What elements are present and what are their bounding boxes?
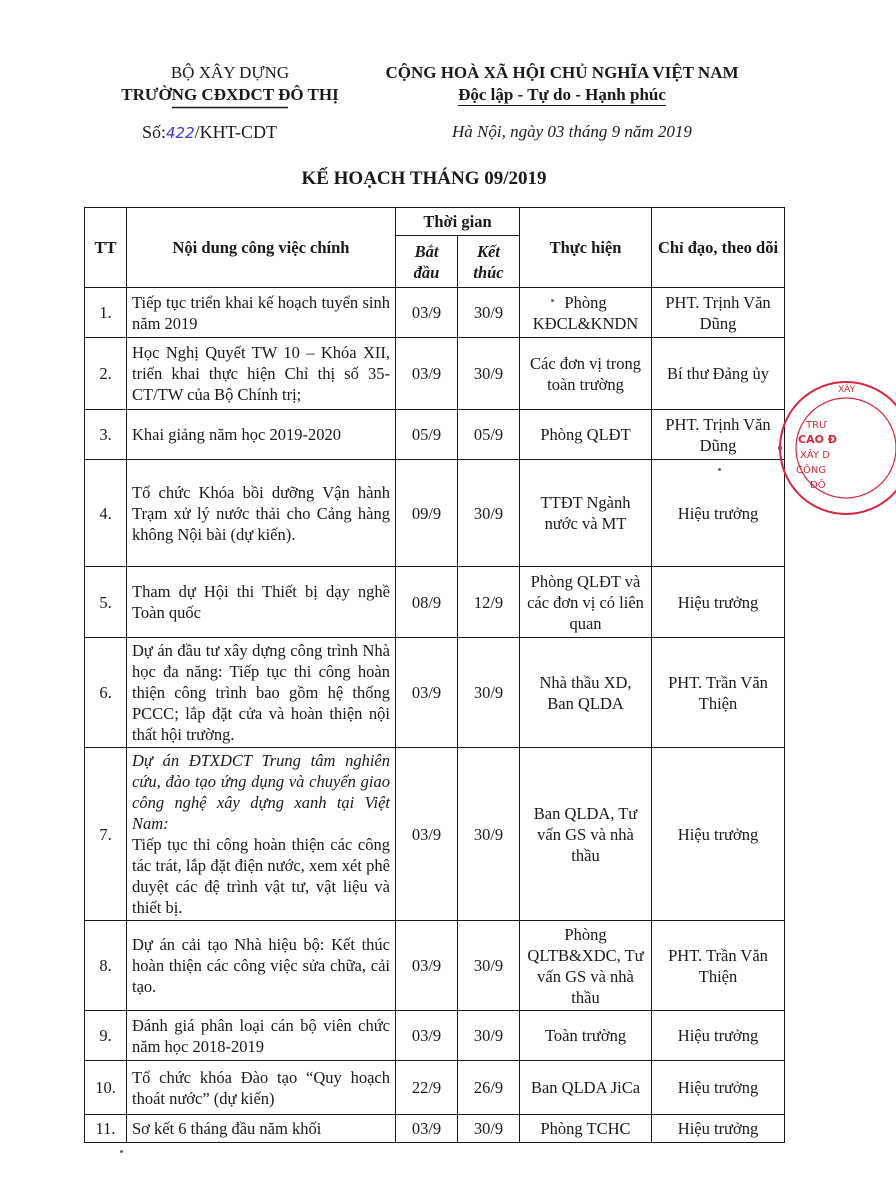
row-end: 30/9: [458, 288, 520, 338]
row-supervisor: PHT. Trần Văn Thiện: [652, 638, 785, 748]
row-end: 30/9: [458, 748, 520, 921]
row-executor: Nhà thầu XD, Ban QLDA: [520, 638, 652, 748]
header-time: Thời gian: [396, 208, 520, 236]
plan-table: [84, 207, 785, 1143]
row-supervisor: PHT. Trịnh Văn Dũng: [652, 288, 785, 338]
country-name: CỘNG HOÀ XÃ HỘI CHỦ NGHĨA VIỆT NAM: [385, 63, 739, 82]
row-number: 5.: [85, 567, 127, 638]
table-row: [85, 460, 785, 567]
row-number: 2.: [85, 338, 127, 410]
stamp-line-1: TRƯ: [806, 420, 828, 431]
row-executor: Các đơn vị trong toàn trường: [520, 338, 652, 410]
table-row: [85, 338, 785, 410]
row-supervisor: Bí thư Đảng ủy: [652, 338, 785, 410]
header-end: Kết thúc: [458, 236, 520, 288]
row-end: 30/9: [458, 338, 520, 410]
table-row: [85, 1115, 785, 1143]
row-content: Khai giảng năm học 2019-2020: [127, 410, 396, 460]
row-number: 6.: [85, 638, 127, 748]
doc-number-suffix: /KHT-CDT: [194, 122, 277, 142]
scan-speck: [551, 299, 554, 302]
row-executor: Ban QLDA, Tư vấn GS và nhà thầu: [520, 748, 652, 921]
doc-number-handwritten: 422: [166, 124, 195, 142]
row-supervisor: PHT. Trịnh Văn Dũng: [652, 410, 785, 460]
table-row: [85, 1061, 785, 1115]
row-number: 9.: [85, 1011, 127, 1061]
row-number: 1.: [85, 288, 127, 338]
stamp-ring-text: XÂY: [838, 385, 856, 395]
row-supervisor: Hiệu trưởng: [652, 460, 785, 567]
table-row: [85, 1011, 785, 1061]
issuer-block: [100, 62, 360, 106]
row-content: Học Nghị Quyết TW 10 – Khóa XII, triển khai thực hiện Chỉ thị số 35-CT/TW của Bộ Chính trị;: [127, 338, 396, 410]
row-end: 26/9: [458, 1061, 520, 1115]
date-line: Hà Nội, ngày 03 tháng 9 năm 2019: [452, 122, 692, 141]
row-content: Tiếp tục triển khai kế hoạch tuyển sinh năm 2019: [127, 288, 396, 338]
row-executor: Toàn trường: [520, 1011, 652, 1061]
row-executor: Phòng QLTB&XDC, Tư vấn GS và nhà thầu: [520, 921, 652, 1011]
row-executor: Phòng QLĐT: [520, 410, 652, 460]
table-row: [85, 638, 785, 748]
project-name: Dự án ĐTXDCT Trung tâm nghiên cứu, đào tạo ứng dụng và chuyển giao công nghệ xây dựng xanh tại Việt Nam:: [132, 751, 390, 833]
row-content: [127, 748, 396, 921]
row-end: 30/9: [458, 638, 520, 748]
table-row: [85, 921, 785, 1011]
scan-speck: [718, 468, 721, 471]
stamp-dot: [778, 446, 782, 450]
row-content: Tham dự Hội thi Thiết bị dạy nghề Toàn quốc: [127, 567, 396, 638]
table-row: [85, 288, 785, 338]
row-start: 03/9: [396, 748, 458, 921]
row-number: 4.: [85, 460, 127, 567]
row-content: Tổ chức Khóa bồi dưỡng Vận hành Trạm xử lý nước thải cho Cảng hàng không Nội bài (dự kiến).: [127, 460, 396, 567]
row-end: 30/9: [458, 460, 520, 567]
row-content: Sơ kết 6 tháng đầu năm khối: [127, 1115, 396, 1143]
document-title: KẾ HOẠCH THÁNG 09/2019: [301, 168, 547, 189]
row-supervisor: Hiệu trưởng: [652, 748, 785, 921]
header-start: Bắt đầu: [396, 236, 458, 288]
row-content: Dự án cải tạo Nhà hiệu bộ: Kết thúc hoàn thiện các công việc sửa chữa, cải tạo.: [127, 921, 396, 1011]
row-start: 03/9: [396, 1115, 458, 1143]
row-supervisor: PHT. Trần Văn Thiện: [652, 921, 785, 1011]
row-number: 11.: [85, 1115, 127, 1143]
project-task: Tiếp tục thi công hoàn thiện các công tác trát, lắp đặt điện nước, xem xét phê duyệt các đệ trình vật tư, vật liệu và thiết bị.: [132, 835, 390, 917]
row-end: 30/9: [458, 1011, 520, 1061]
row-start: 09/9: [396, 460, 458, 567]
stamp-line-3: XÂY D: [800, 450, 830, 461]
row-number: 3.: [85, 410, 127, 460]
row-end: 12/9: [458, 567, 520, 638]
row-content: Đánh giá phân loại cán bộ viên chức năm học 2018-2019: [127, 1011, 396, 1061]
header-tt: TT: [85, 208, 127, 288]
row-start: 03/9: [396, 338, 458, 410]
header-executor: Thực hiện: [520, 208, 652, 288]
national-header: [362, 62, 762, 106]
row-end: 30/9: [458, 921, 520, 1011]
row-supervisor: Hiệu trưởng: [652, 1061, 785, 1115]
row-executor: Phòng TCHC: [520, 1115, 652, 1143]
school-name: [100, 84, 360, 106]
header-supervisor: Chỉ đạo, theo dõi: [652, 208, 785, 288]
row-executor: Phòng QLĐT và các đơn vị có liên quan: [520, 567, 652, 638]
row-end: 05/9: [458, 410, 520, 460]
row-supervisor: Hiệu trưởng: [652, 1115, 785, 1143]
document-number: [142, 122, 277, 143]
school-underline: [172, 106, 288, 109]
motto: Độc lập - Tự do - Hạnh phúc: [458, 85, 666, 104]
row-end: 30/9: [458, 1115, 520, 1143]
row-number: 7.: [85, 748, 127, 921]
row-start: 03/9: [396, 638, 458, 748]
red-stamp: [776, 378, 896, 518]
row-supervisor: Hiệu trưởng: [652, 567, 785, 638]
row-start: 05/9: [396, 410, 458, 460]
row-executor: Ban QLDA JiCa: [520, 1061, 652, 1115]
row-number: 8.: [85, 921, 127, 1011]
table-row: [85, 567, 785, 638]
doc-number-prefix: Số:: [142, 122, 167, 142]
row-start: 03/9: [396, 1011, 458, 1061]
row-supervisor: Hiệu trưởng: [652, 1011, 785, 1061]
stamp-outer-ring: [780, 382, 896, 514]
row-content: Tổ chức khóa Đào tạo “Quy hoạch thoát nước” (dự kiến): [127, 1061, 396, 1115]
header-content: Nội dung công việc chính: [127, 208, 396, 288]
row-executor: Phòng KĐCL&KNDN: [520, 288, 652, 338]
row-content: Dự án đầu tư xây dựng công trình Nhà học đa năng: Tiếp tục thi công hoàn thiện công trình bao gồm hệ thống PCCC; lắp đặt cửa và hoàn thiện nội thất hội trường.: [127, 638, 396, 748]
stamp-line-4: CÔNG: [796, 465, 827, 476]
stamp-line-5: ĐÔ: [810, 480, 826, 491]
row-start: 08/9: [396, 567, 458, 638]
scan-speck: [120, 1150, 123, 1153]
row-start: 03/9: [396, 921, 458, 1011]
table-row: [85, 410, 785, 460]
row-executor: TTĐT Ngành nước và MT: [520, 460, 652, 567]
school-name-text: TRƯỜNG CĐXDCT ĐÔ THỊ: [121, 85, 339, 104]
table-row: [85, 748, 785, 921]
row-number: 10.: [85, 1061, 127, 1115]
ministry-name: BỘ XÂY DỰNG: [170, 63, 290, 82]
stamp-line-2: CAO Đ: [798, 433, 837, 446]
row-start: 22/9: [396, 1061, 458, 1115]
row-start: 03/9: [396, 288, 458, 338]
